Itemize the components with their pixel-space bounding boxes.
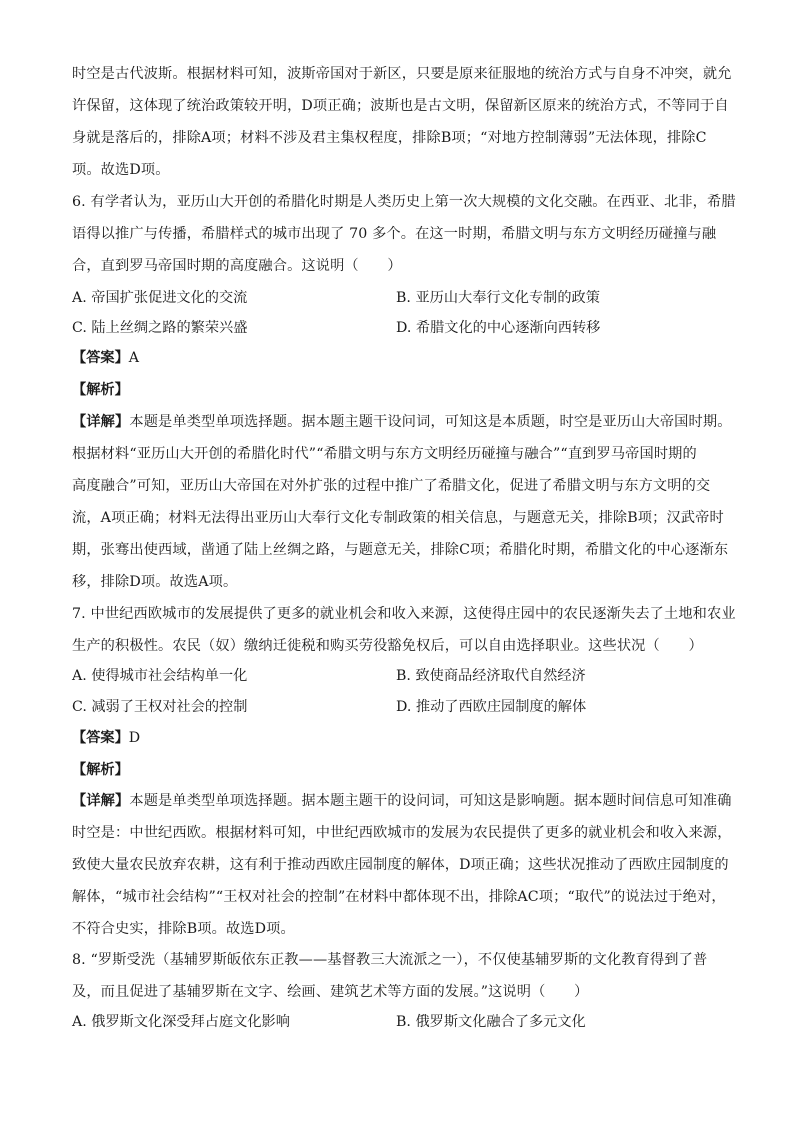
q7-detail-line-2: 时空是：中世纪西欧。根据材料可知，中世纪西欧城市的发展为农民提供了更多的就业机会和收入来源， — [72, 825, 732, 841]
q6-detail-line-4: 流，A项正确；材料无法得出亚历山大奉行文化专制政策的相关信息，与题意无关，排除B项；汉武帝时 — [72, 510, 724, 526]
q6-analysis-label: 【解析】 — [72, 382, 129, 398]
q6-answer-value: A — [128, 350, 140, 366]
q6-detail-line-6: 移，排除D项。故选A项。 — [72, 574, 238, 590]
q6-answer — [72, 348, 139, 368]
q6-detail-line-2: 根据材料“亚历山大开创的希腊化时代”“希腊文明与东方文明经历碰撞与融合”“直到罗马帝国时期的 — [72, 446, 697, 462]
q7-stem-line-1: 7. 中世纪西欧城市的发展提供了更多的就业机会和收入来源，这使得庄园中的农民逐渐失去了土地和农业 — [72, 606, 736, 622]
q7-option-b: B. 致使商品经济取代自然经济 — [396, 668, 586, 684]
intro-line-3: 身就是落后的，排除A项；材料不涉及君主集权程度，排除B项；“对地方控制薄弱”无法体现，排除C — [72, 130, 707, 146]
q6-option-a: A. 帝国扩张促进文化的交流 — [72, 290, 248, 306]
q6-stem-line-1: 6. 有学者认为，亚历山大开创的希腊化时期是人类历史上第一次大规模的文化交融。在西亚、北非，希腊 — [72, 194, 736, 210]
q6-analysis — [72, 380, 129, 400]
q8-stem-line-1: 8. “罗斯受洗（基辅罗斯皈依东正教——基督教三大流派之一），不仅使基辅罗斯的文化教育得到了普 — [72, 952, 708, 968]
q6-stem-line-2: 语得以推广与传播，希腊样式的城市出现了 70 多个。在这一时期，希腊文明与东方文明经历碰撞与融 — [72, 226, 717, 242]
intro-line-4: 项。故选D项。 — [72, 162, 170, 178]
q7-analysis-label: 【解析】 — [72, 762, 129, 778]
q7-detail-label: 【详解】 — [72, 793, 130, 809]
q8-option-a: A. 俄罗斯文化深受拜占庭文化影响 — [72, 1014, 290, 1030]
q7-detail-text-1: 本题是单类型单项选择题。据本题主题干的设问词，可知这是影响题。据本题时间信息可知准确 — [129, 793, 732, 809]
q7-answer — [72, 728, 140, 748]
q6-stem-line-3: 合，直到罗马帝国时期的高度融合。这说明（ ） — [72, 258, 402, 274]
intro-line-2: 许保留，这体现了统治政策较开明，D项正确；波斯也是古文明，保留新区原来的统治方式，不等同于自 — [72, 98, 729, 114]
q6-option-b: B. 亚历山大奉行文化专制的政策 — [396, 290, 600, 306]
q6-detail-text-1: 本题是单类型单项选择题。据本题主题干设问词，可知这是本质题，时空是亚历山大帝国时期。 — [129, 414, 732, 430]
q6-detail-line-1 — [72, 412, 732, 432]
q7-detail-line-4: 解体，“城市社会结构”“王权对社会的控制”在材料中都体现不出，排除AC项；“取代”的说法过于绝对， — [72, 889, 726, 905]
q7-detail-line-1 — [72, 791, 732, 811]
q6-detail-label: 【详解】 — [72, 414, 130, 430]
q7-detail-line-3: 致使大量农民放弃农耕，这有利于推动西欧庄园制度的解体，D项正确；这些状况推动了西欧庄园制度的 — [72, 857, 729, 873]
q7-stem-line-2: 生产的积极性。农民（奴）缴纳迁徙税和购买劳役豁免权后，可以自由选择职业。这些状况（ ） — [72, 638, 703, 654]
q7-analysis — [72, 760, 129, 780]
q8-stem-line-2: 及，而且促进了基辅罗斯在文字、绘画、建筑艺术等方面的发展。”这说明（ ） — [72, 984, 589, 1000]
q6-detail-line-5: 期，张骞出使西域，凿通了陆上丝绸之路，与题意无关，排除C项；希腊化时期，希腊文化的中心逐渐东 — [72, 542, 729, 558]
q8-option-b: B. 俄罗斯文化融合了多元文化 — [396, 1014, 586, 1030]
intro-line-1: 时空是古代波斯。根据材料可知，波斯帝国对于新区，只要是原来征服地的统治方式与自身不冲突，就允 — [72, 66, 732, 82]
q6-option-d: D. 希腊文化的中心逐渐向西转移 — [396, 320, 601, 336]
q7-option-d: D. 推动了西欧庄园制度的解体 — [396, 699, 587, 715]
q6-detail-line-3: 高度融合”可知，亚历山大帝国在对外扩张的过程中推广了希腊文化，促进了希腊文明与东方文明的交 — [72, 478, 711, 494]
q7-answer-value: D — [128, 730, 141, 746]
q7-answer-label: 【答案】 — [72, 730, 129, 746]
q6-answer-label: 【答案】 — [72, 350, 129, 366]
q7-option-a: A. 使得城市社会结构单一化 — [72, 668, 248, 684]
q7-detail-line-5: 不符合史实，排除B项。故选D项。 — [72, 921, 295, 937]
q7-option-c: C. 减弱了王权对社会的控制 — [72, 699, 248, 715]
q6-option-c: C. 陆上丝绸之路的繁荣兴盛 — [72, 320, 248, 336]
